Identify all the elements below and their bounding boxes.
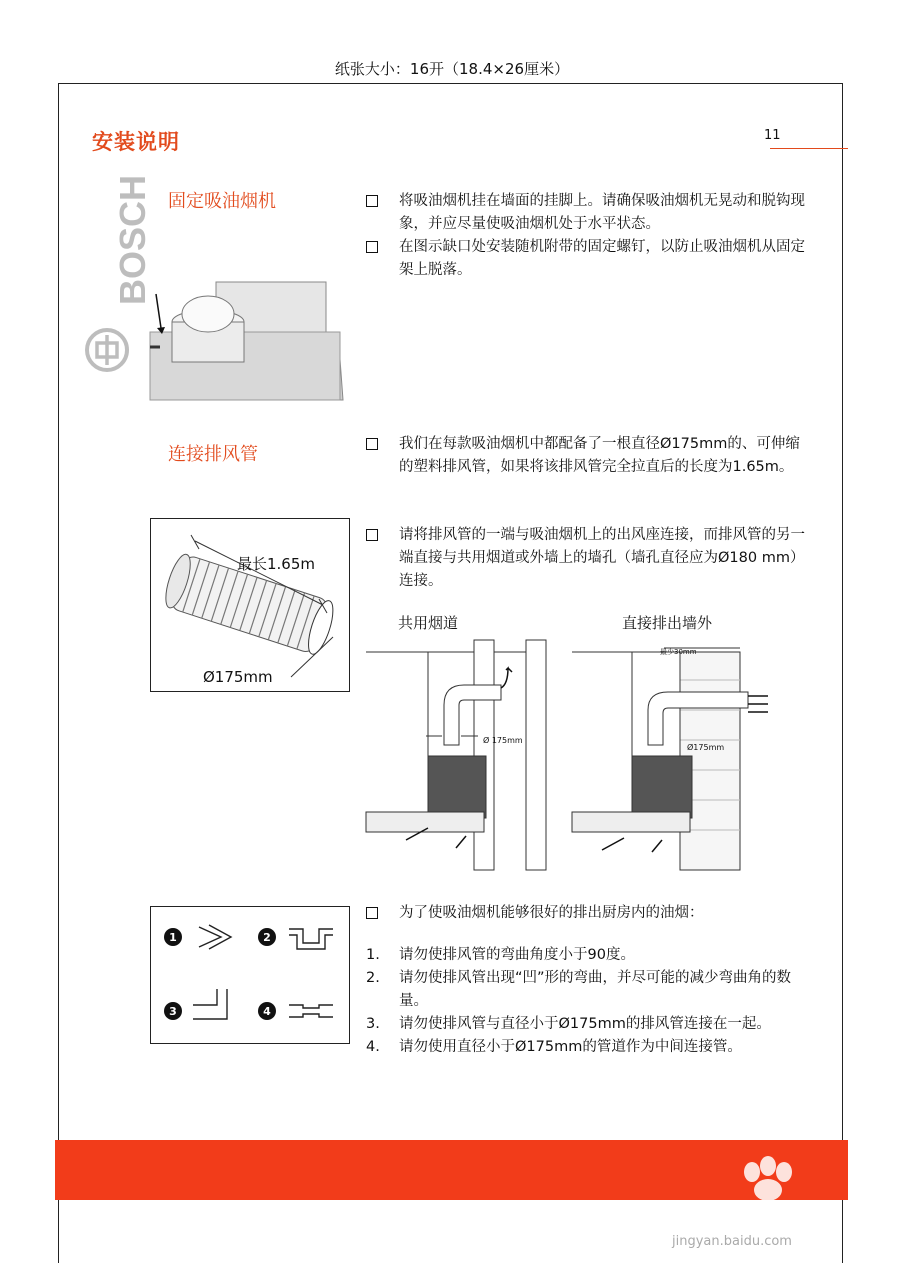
right-diameter-label: Ø175mm [687,743,725,752]
svg-text:2: 2 [263,931,271,944]
checkbox-bullet-icon [366,438,378,450]
flexible-pipe-illustration [151,519,349,691]
svg-text:3: 3 [169,1005,177,1018]
page-number: 11 [764,128,781,143]
bosch-logo [83,174,153,375]
outside-wall-diagram [572,640,772,870]
svg-text:1: 1 [169,931,177,944]
left-diameter-label: Ø 175mm [483,736,523,745]
small-pipe-join-icon [193,989,227,1019]
diagram-left-title: 共用烟道 [398,614,459,632]
svg-text:4: 4 [263,1005,271,1018]
min-30mm-label: 最少30mm [660,648,697,656]
sharp-bend-icon [199,925,231,949]
marker-2 [258,928,276,946]
narrow-connector-icon [289,1005,333,1017]
baidu-jingyan-watermark [640,1148,850,1248]
checkbox-bullet-icon [366,241,378,253]
checkbox-bullet-icon [366,907,378,919]
pipe-figure-box [150,518,350,692]
hood-mount-illustration [148,272,348,400]
page-number-rule [770,148,848,149]
pipe-max-length-label: 最长1.65m [237,555,316,573]
u-bend-icon [289,929,333,949]
marker-1 [164,928,182,946]
watermark-brand: Baidu经验 [644,1201,797,1237]
bosch-wordmark: BOSCH [112,174,153,305]
diagram-right-title: 直接排出墙外 [622,614,713,632]
common-flue-diagram [366,640,546,870]
subsection-title-connect-pipe: 连接排风管 [168,444,258,465]
pipe-diameter-label: Ø175mm [203,668,273,686]
subsection-title-fix-hood: 固定吸油烟机 [168,191,276,212]
checkbox-bullet-icon [366,195,378,207]
section-title: 安装说明 [92,130,180,154]
watermark-url: jingyan.baidu.com [672,1234,792,1249]
checkbox-bullet-icon [366,529,378,541]
bend-rules-figure [150,906,350,1044]
marker-4 [258,1002,276,1020]
marker-3 [164,1002,182,1020]
paper-size-note: 纸张大小：16开（18.4×26厘米） [334,60,570,78]
